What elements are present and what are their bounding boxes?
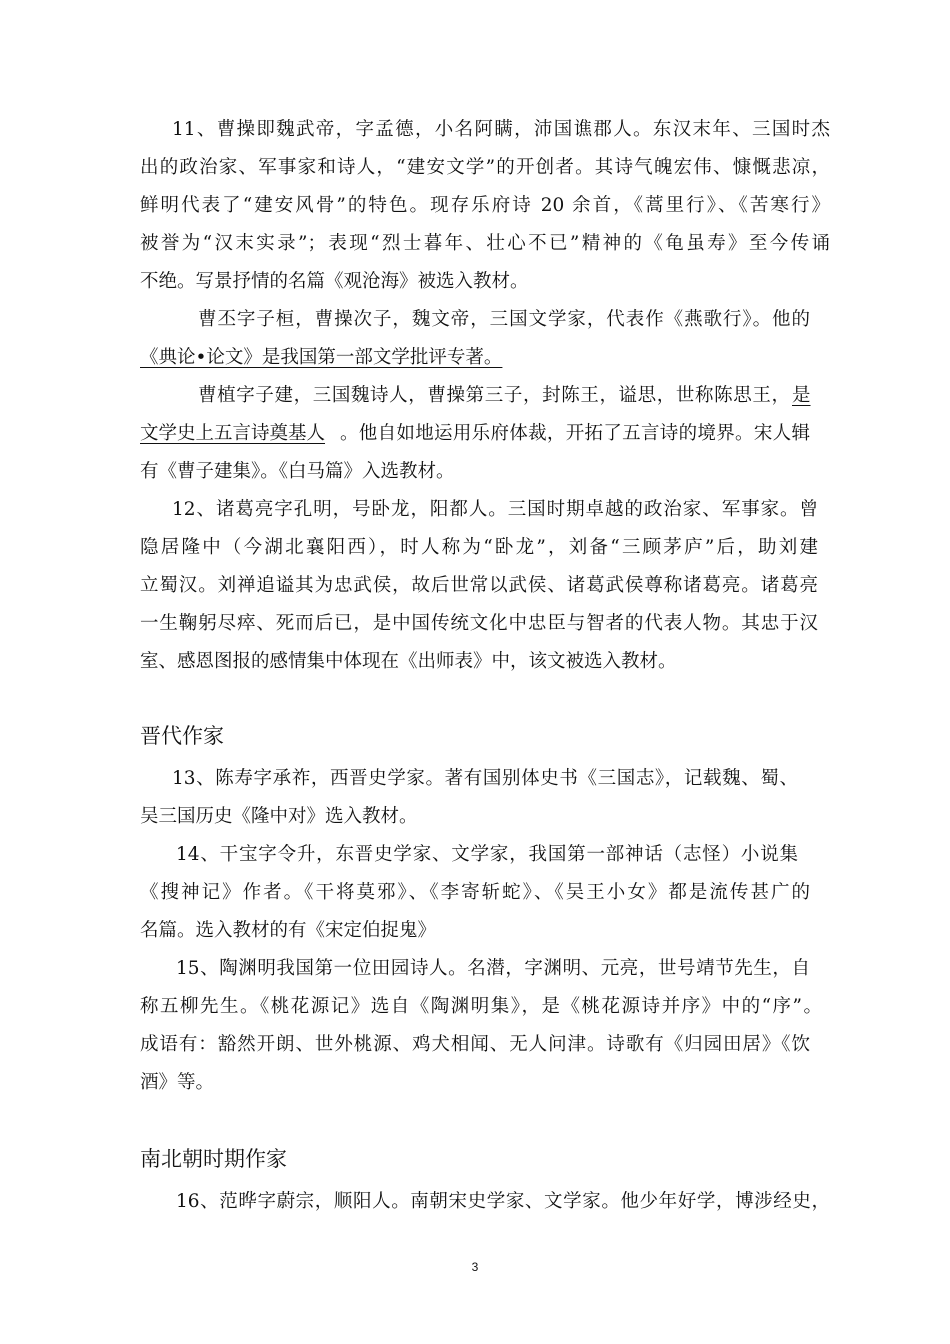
section-heading: 南北朝时期作家 <box>140 1147 287 1171</box>
text-line: 酒》等。 <box>140 1072 215 1093</box>
text-line: 有《曹子建集》。《白马篇》入选教材。 <box>140 461 455 482</box>
text-line: 名篇。选入教材的有《宋定伯捉鬼》 <box>140 920 437 941</box>
text-line: 隐居隆中（今湖北襄阳西），时人称为“卧龙”，刘备“三顾茅庐”后，助刘建 <box>140 537 818 558</box>
text-line: 11、曹操即魏武帝，字孟德，小名阿瞒，沛国谯郡人。东汉末年、三国时杰 <box>172 119 830 140</box>
text-line: 称五柳先生。《桃花源记》选自《陶渊明集》，是《桃花源诗并序》中的“序”。 <box>140 996 822 1017</box>
text-line: 出的政治家、军事家和诗人，“建安文学”的开创者。其诗气魄宏伟、慷慨悲凉， <box>140 157 830 178</box>
page-number: 3 <box>471 1260 479 1274</box>
text-line: 12、诸葛亮字孔明，号卧龙，阳都人。三国时期卓越的政治家、军事家。曾 <box>172 499 818 520</box>
text-line: 一生鞠躬尽瘁、死而后已，是中国传统文化中忠臣与智者的代表人物。其忠于汉 <box>140 613 818 634</box>
text-line: 成语有：豁然开朗、世外桃源、鸡犬相闻、无人问津。诗歌有《归园田居》《饮 <box>140 1034 810 1055</box>
text-line: 曹植字子建，三国魏诗人，曹操第三子，封陈王，谥思，世称陈思王， <box>198 385 790 406</box>
text-line: 鲜明代表了“建安风骨”的特色。现存乐府诗 20 余首，《蒿里行》、《苦寒行》 <box>140 195 830 216</box>
text-line: 15、陶渊明我国第一位田园诗人。名潜，字渊明、元亮，世号靖节先生，自 <box>176 958 810 979</box>
text-line: 吴三国历史《隆中对》选入教材。 <box>140 806 418 827</box>
text-line: 被誉为“汉末实录”；表现“烈士暮年、壮心不已”精神的《龟虽寿》至今传诵 <box>140 233 830 254</box>
underlined-text-line: 《典论•论文》是我国第一部文学批评专著。 <box>140 347 503 368</box>
text-line: 曹丕字子桓，曹操次子，魏文帝，三国文学家，代表作《燕歌行》。他的 <box>198 309 810 330</box>
text-line: 立蜀汉。刘禅追谥其为忠武侯，故后世常以武侯、诸葛武侯尊称诸葛亮。诸葛亮 <box>140 575 818 596</box>
text-line: 13、陈寿字承祚，西晋史学家。著有国别体史书《三国志》，记载魏、蜀、 <box>172 768 798 789</box>
text-line: 。他自如地运用乐府体裁，开拓了五言诗的境界。宋人辑 <box>340 423 810 444</box>
section-heading: 晋代作家 <box>140 724 224 748</box>
underlined-text: 是 <box>792 385 811 406</box>
text-line: 14、干宝字令升，东晋史学家、文学家，我国第一部神话（志怪）小说集 <box>176 844 798 865</box>
text-line: 室、感恩图报的感情集中体现在《出师表》中，该文被选入教材。 <box>140 651 677 672</box>
text-line: 16、范晔字蔚宗，顺阳人。南朝宋史学家、文学家。他少年好学，博涉经史， <box>176 1191 830 1212</box>
text-line: 不绝。写景抒情的名篇《观沧海》被选入教材。 <box>140 271 529 292</box>
underlined-text: 文学史上五言诗奠基人 <box>140 423 326 444</box>
text-line: 《搜神记》作者。《干将莫邪》、《李寄斩蛇》、《吴王小女》都是流传甚广的 <box>140 882 810 903</box>
